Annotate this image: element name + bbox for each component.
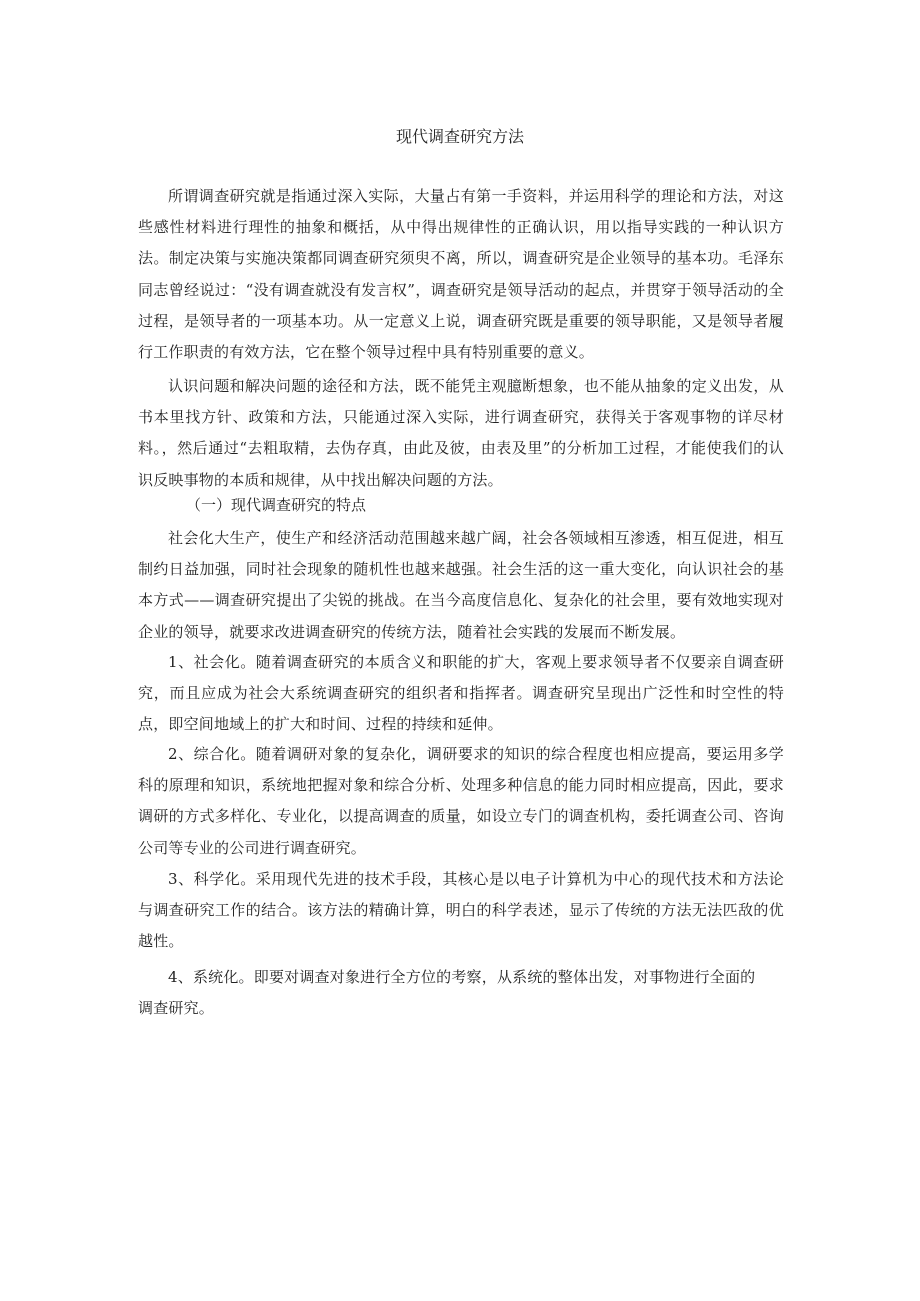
section-paragraph-integration: 2、综合化。随着调研对象的复杂化，调研要求的知识的综合程度也相应提高，要运用多学科的原理和知识，系统地把握对象和综合分析、处理多种信息的能力同时相应提高，因此，要求调研的方式多样化、专业化，以提高调查的质量，如设立专门的调查机构，委托调查公司、咨询公司等专业的公司进行调查研究。 [138,745,784,857]
section-paragraph-scientization: 3、科学化。采用现代先进的技术手段，其核心是以电子计算机为中心的现代技术和方法论与调查研究工作的结合。该方法的精确计算，明白的科学表述，显示了传统的方法无法匹敌的优越性。 [138,870,784,951]
document-title: 现代调查研究方法 [395,127,524,146]
section-paragraph-socialization: 1、社会化。随着调查研究的本质含义和职能的扩大，客观上要求领导者不仅要亲自调查研究，而且应成为社会大系统调查研究的组织者和指挥者。调查研究呈现出广泛性和时空性的特点，即空间地域上的扩大和时间、过程的持续和延伸。 [138,653,784,734]
intro-paragraph-2: 认识问题和解决问题的途径和方法，既不能凭主观臆断想象，也不能从抽象的定义出发，从书本里找方针、政策和方法，只能通过深入实际，进行调查研究，获得关于客观事物的详尽材料。，然后通过“去粗取精，去伪存真，由此及彼，由表及里”的分析加工过程，才能使我们的认识反映事物的本质和规律，从中找出解决问题的方法。 [138,377,784,489]
section-paragraph-overview: 社会化大生产，使生产和经济活动范围越来越广阔，社会各领域相互渗透，相互促进，相互制约日益加强，同时社会现象的随机性也越来越强。社会生活的这一重大变化，向认识社会的基本方式——调查研究提出了尖锐的挑战。在当今高度信息化、复杂化的社会里，要有效地实现对企业的领导，就要求改进调查研究的传统方法，随着社会实践的发展而不断发展。 [138,529,784,641]
section-heading: （一）现代调查研究的特点 [186,496,367,514]
intro-paragraph-1: 所谓调查研究就是指通过深入实际，大量占有第一手资料，并运用科学的理论和方法，对这些感性材料进行理性的抽象和概括，从中得出规律性的正确认识，用以指导实践的一种认识方法。制定决策与实施决策都同调查研究须臾不离，所以，调查研究是企业领导的基本功。毛泽东同志曾经说过：“没有调查就没有发言权”，调查研究是领导活动的起点，并贯穿于领导活动的全过程，是领导者的一项基本功。从一定意义上说，调查研究既是重要的领导职能，又是领导者履行工作职责的有效方法，它在整个领导过程中具有特别重要的意义。 [138,187,784,362]
section-paragraph-systematization: 4、系统化。即要对调查对象进行全方位的考察，从系统的整体出发，对事物进行全面的调查研究。 [138,968,756,1018]
